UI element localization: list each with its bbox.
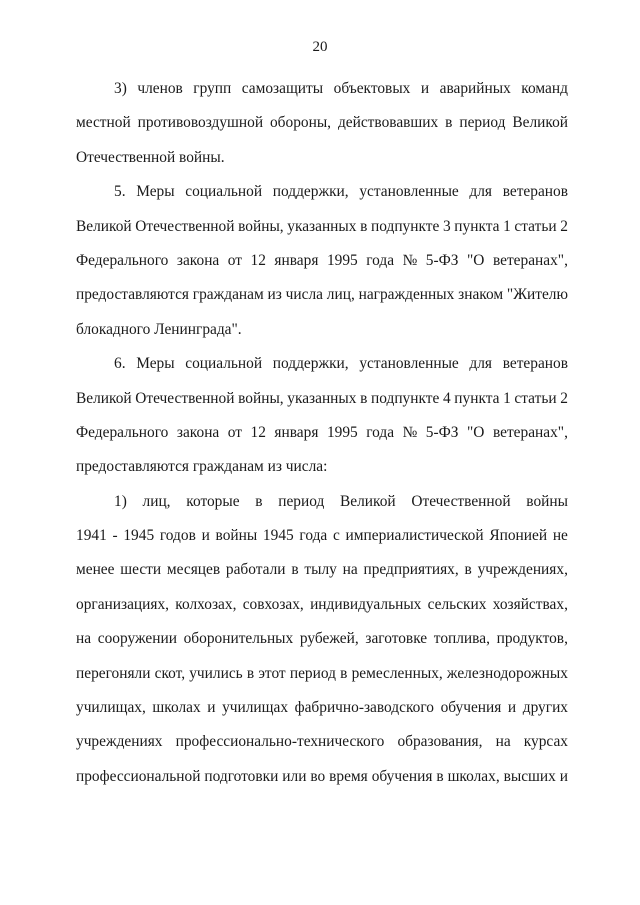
text-line: перегоняли скот, учились в этот период в ремесленных, железнодорожных (76, 664, 568, 682)
paragraph-p3 (76, 347, 568, 485)
text-line: учреждениях профессионально-технического образования, на курсах (76, 733, 568, 751)
text-line: организациях, колхозах, совхозах, индивидуальных сельских хозяйствах, (76, 595, 568, 613)
text-line: Отечественной войны. (76, 148, 225, 166)
text-line: Федерального закона от 12 января 1995 года № 5-ФЗ "О ветеранах", (76, 251, 568, 269)
text-line: блокадного Ленинграда". (76, 320, 242, 338)
text-line: местной противовоздушной обороны, действовавших в период Великой (76, 114, 568, 132)
text-line: на сооружении оборонительных рубежей, заготовке топлива, продуктов, (76, 630, 568, 648)
page-number: 20 (312, 39, 328, 55)
text-line: Федерального закона от 12 января 1995 года № 5-ФЗ "О ветеранах", (76, 423, 568, 441)
text-line: Великой Отечественной войны, указанных в подпункте 4 пункта 1 статьи 2 (76, 389, 568, 407)
text-line: Великой Отечественной войны, указанных в подпункте 3 пункта 1 статьи 2 (76, 217, 568, 235)
text-line: предоставляются гражданам из числа лиц, награжденных знаком "Жителю (76, 286, 568, 304)
text-line: 6. Меры социальной поддержки, установленные для ветеранов (114, 355, 568, 373)
text-line: 3) членов групп самозащиты объектовых и аварийных команд (114, 80, 568, 97)
text-line: училищах, школах и училищах фабрично-заводского обучения и других (76, 699, 568, 717)
text-line: 1941 - 1945 годов и войны 1945 года с империалистической Японией не (76, 527, 568, 545)
paragraph-p2 (76, 175, 568, 347)
text-line: 1) лиц, которые в период Великой Отечественной войны (114, 492, 568, 510)
text-line: менее шести месяцев работали в тылу на предприятиях, в учреждениях, (76, 561, 568, 579)
text-line: профессиональной подготовки или во время обучения в школах, высших и (76, 767, 568, 785)
paragraph-p4 (76, 485, 568, 795)
text-line: предоставляются гражданам из числа: (76, 458, 328, 476)
document-body (76, 72, 568, 794)
text-line: 5. Меры социальной поддержки, установленные для ветеранов (114, 183, 568, 201)
paragraph-p1 (76, 72, 568, 175)
